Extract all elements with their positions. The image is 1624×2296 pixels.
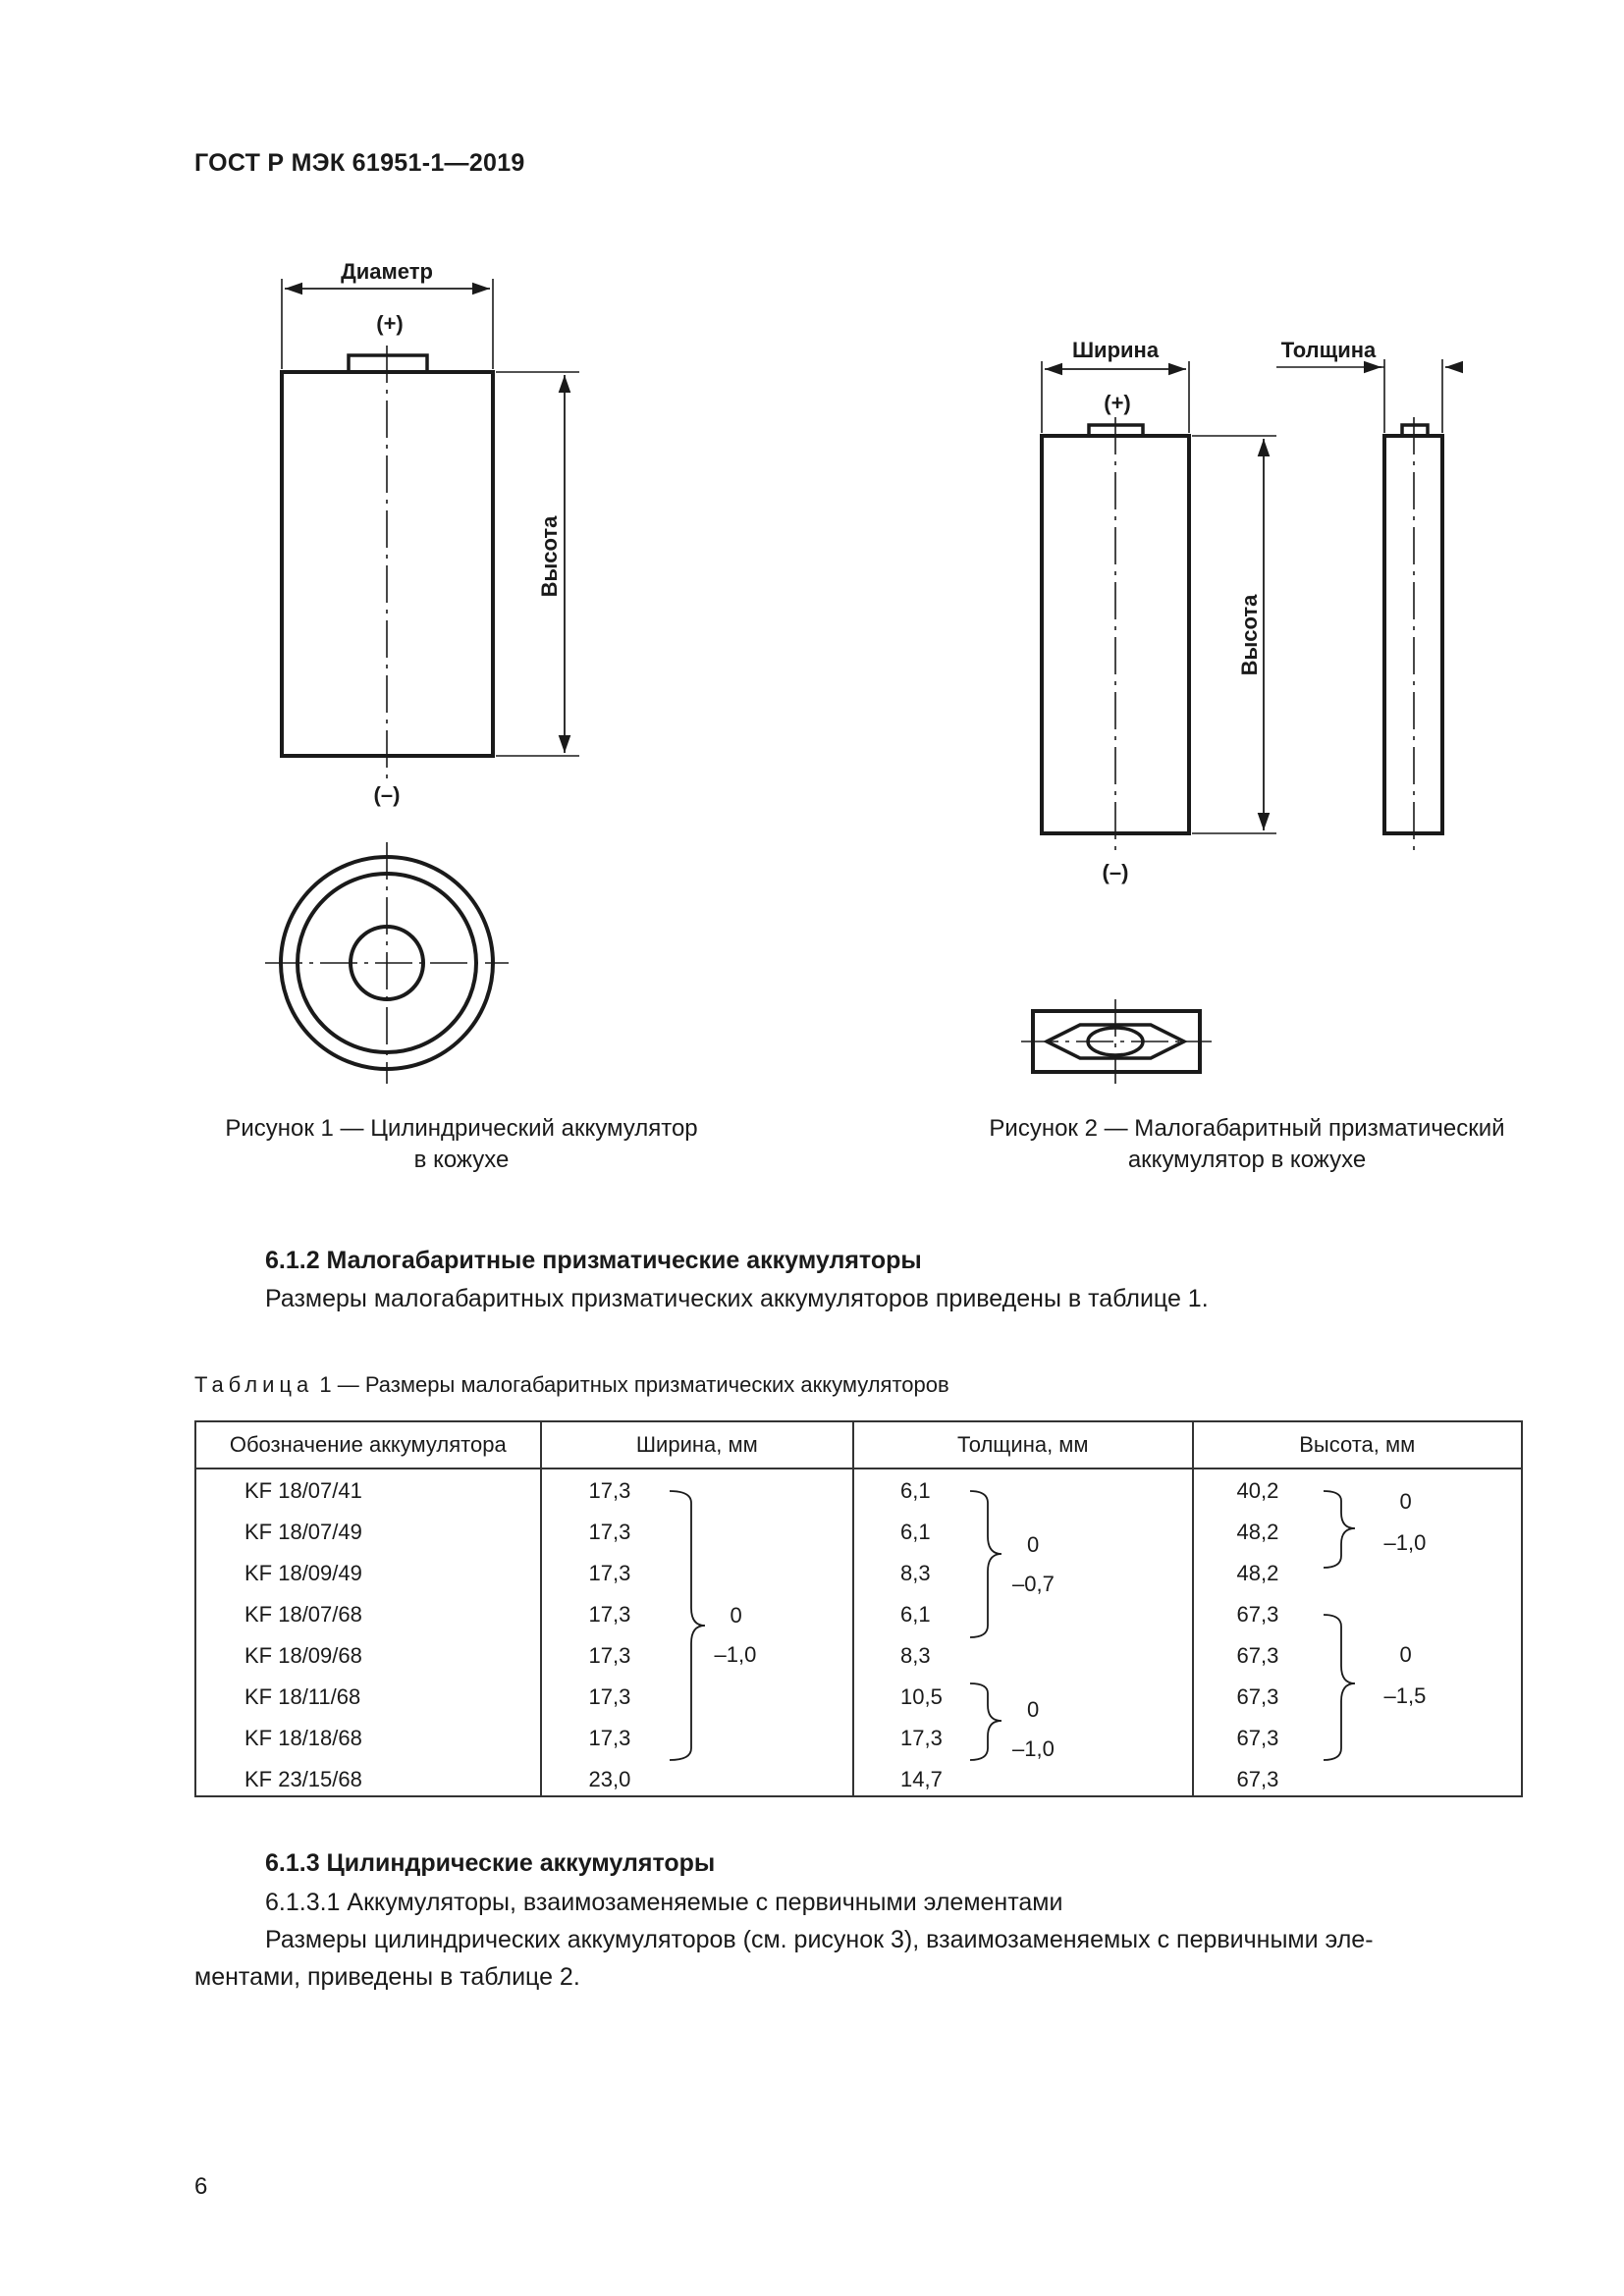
section-612-text: Размеры малогабаритных призматических аккумуляторов приведены в таблице 1. (265, 1285, 1209, 1312)
table-cell: 67,3 (1236, 1643, 1279, 1668)
table-row: KF 23/15/68 (244, 1767, 362, 1791)
thickness-tolerance-2-upper: 0 (1027, 1697, 1040, 1722)
table-cell: 17,3 (588, 1643, 631, 1668)
table-cell: 17,3 (588, 1726, 631, 1750)
table-cell: 67,3 (1236, 1726, 1279, 1750)
table-row: KF 18/18/68 (244, 1726, 362, 1750)
table-cell: 17,3 (588, 1561, 631, 1585)
section-6131-text-line2: ментами, приведены в таблице 2. (194, 1963, 580, 1991)
table1-caption (194, 1372, 949, 1398)
table-cell: 6,1 (900, 1602, 931, 1627)
table1-header-height: Высота, мм (1193, 1421, 1522, 1468)
table-cell: 6,1 (900, 1478, 931, 1503)
fig1-height-label: Высота (537, 515, 562, 598)
table-cell: 14,7 (900, 1767, 943, 1791)
table-row: KF 18/07/41 (244, 1478, 362, 1503)
table-row: KF 18/07/68 (244, 1602, 362, 1627)
fig2-height-label: Высота (1237, 594, 1262, 676)
fig2-width-label: Ширина (1071, 338, 1160, 362)
table-cell: 17,3 (588, 1684, 631, 1709)
height-tolerance-1-upper: 0 (1399, 1489, 1412, 1514)
table1-header-designation: Обозначение аккумулятора (195, 1421, 541, 1468)
width-tolerance-brace-icon (542, 1469, 855, 1795)
section-613-title: 6.1.3 Цилиндрические аккумуляторы (265, 1849, 716, 1877)
figure1-caption (187, 1113, 736, 1176)
table1-caption-rest: 1 — Размеры малогабаритных призматических аккумуляторов (319, 1372, 949, 1397)
figure2-caption (943, 1113, 1551, 1176)
table-cell: 8,3 (900, 1643, 931, 1668)
table-cell: 67,3 (1236, 1767, 1279, 1791)
height-tolerance-2-lower: –1,5 (1383, 1683, 1427, 1708)
width-tolerance-upper: 0 (730, 1603, 742, 1628)
fig1-minus-label: (–) (373, 782, 401, 807)
table-cell: 17,3 (588, 1602, 631, 1627)
figure1-caption-line2: в кожухе (413, 1147, 510, 1173)
table-cell: 6,1 (900, 1520, 931, 1544)
section-6131-text-line1: Размеры цилиндрических аккумуляторов (см. рисунок 3), взаимозаменяемых с первичными эле- (265, 1926, 1374, 1953)
table-cell: 17,3 (588, 1478, 631, 1503)
table1 (194, 1420, 1523, 1797)
figure1-caption-line1: Рисунок 1 — Цилиндрический аккумулятор (225, 1115, 698, 1142)
table-row: KF 18/09/49 (244, 1561, 362, 1585)
table-cell: 23,0 (588, 1767, 631, 1791)
figures-drawing (0, 0, 1624, 1109)
table-cell: 67,3 (1236, 1684, 1279, 1709)
table-cell: 48,2 (1236, 1520, 1279, 1544)
height-tolerance-2-upper: 0 (1399, 1642, 1412, 1667)
table-row: KF 18/11/68 (244, 1684, 361, 1709)
thickness-tolerance-1-lower: –0,7 (1012, 1572, 1055, 1596)
section-612-title: 6.1.2 Малогабаритные призматические аккумуляторы (265, 1247, 922, 1274)
table1-width-column (541, 1468, 854, 1796)
figure2-caption-line1: Рисунок 2 — Малогабаритный призматический (989, 1115, 1505, 1142)
fig2-side-view (1276, 359, 1463, 854)
fig2-thickness-label: Толщина (1280, 338, 1377, 362)
table1-header-width: Ширина, мм (541, 1421, 854, 1468)
fig1-diameter-label: Диаметр (341, 259, 433, 284)
height-tolerance-braces-icon (1194, 1469, 1524, 1795)
table-row: KF 18/07/49 (244, 1520, 362, 1544)
fig1-top-view (265, 842, 509, 1084)
page-number: 6 (194, 2173, 208, 2200)
table1-header-thickness: Толщина, мм (853, 1421, 1192, 1468)
height-tolerance-1-lower: –1,0 (1383, 1530, 1427, 1555)
width-tolerance-lower: –1,0 (714, 1642, 757, 1667)
table-cell: 17,3 (900, 1726, 943, 1750)
table1-caption-prefix: Таблица (194, 1372, 314, 1397)
table-cell: 10,5 (900, 1684, 943, 1709)
thickness-tolerance-2-lower: –1,0 (1012, 1736, 1055, 1761)
table1-height-column (1193, 1468, 1522, 1796)
thickness-tolerance-1-upper: 0 (1027, 1532, 1040, 1557)
fig1-side-view (282, 279, 579, 780)
table-cell: 67,3 (1236, 1602, 1279, 1627)
table-cell: 17,3 (588, 1520, 631, 1544)
fig2-plus-label: (+) (1104, 391, 1131, 415)
section-6131-title: 6.1.3.1 Аккумуляторы, взаимозаменяемые с первичными элементами (265, 1889, 1063, 1916)
document-header: ГОСТ Р МЭК 61951-1—2019 (194, 149, 525, 177)
table1-thickness-column (853, 1468, 1192, 1796)
figure2-caption-line2: аккумулятор в кожухе (1127, 1147, 1367, 1173)
fig1-plus-label: (+) (376, 311, 404, 336)
fig2-minus-label: (–) (1102, 860, 1129, 884)
table-cell: 8,3 (900, 1561, 931, 1585)
table-row: KF 18/09/68 (244, 1643, 362, 1668)
table-cell: 48,2 (1236, 1561, 1279, 1585)
table1-designation-column (195, 1468, 541, 1796)
fig2-top-view (1021, 999, 1212, 1084)
table-cell: 40,2 (1236, 1478, 1279, 1503)
